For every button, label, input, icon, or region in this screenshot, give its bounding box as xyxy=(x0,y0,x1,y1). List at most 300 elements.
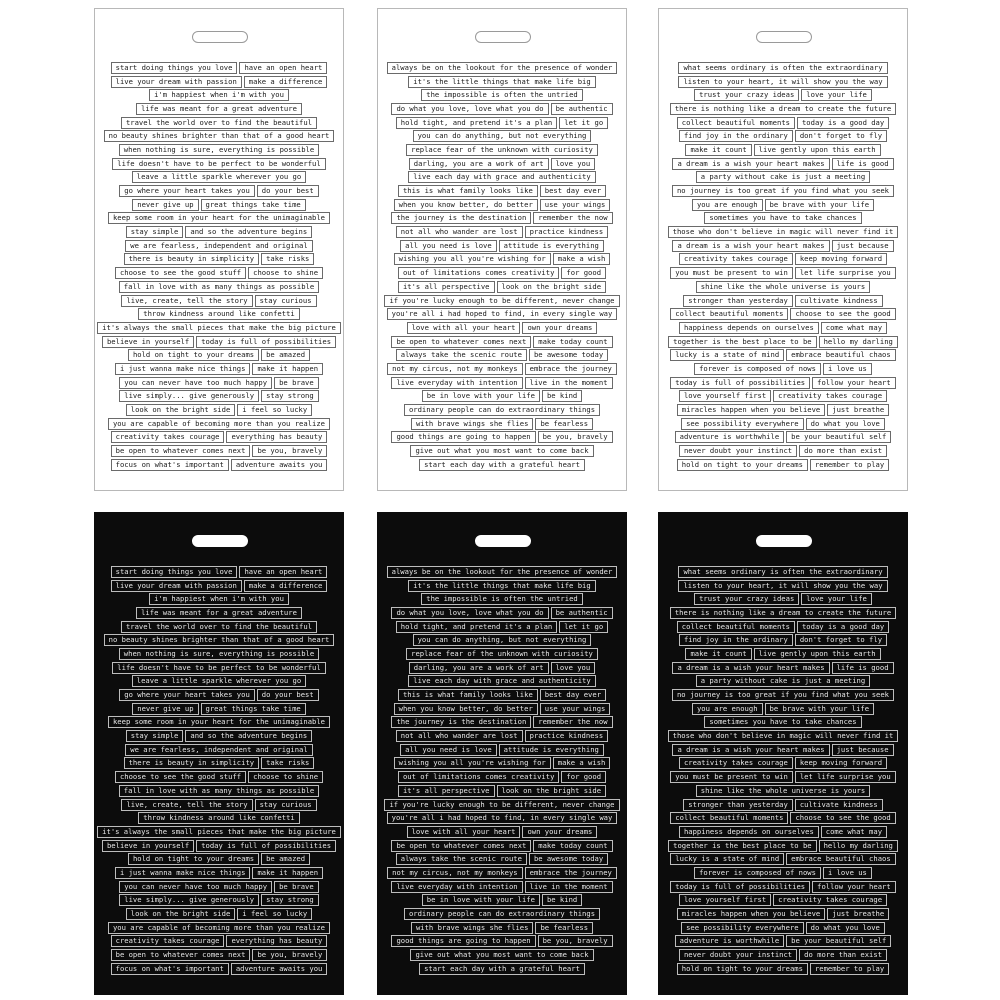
sticker-rows xyxy=(667,61,899,472)
phrase-sticker: be you, bravely xyxy=(538,935,613,947)
phrase-sticker: i love us xyxy=(823,363,872,375)
sticker-row xyxy=(667,811,899,825)
phrase-sticker: do what you love, love what you do xyxy=(391,607,548,619)
sticker-row xyxy=(103,702,335,716)
phrase-sticker: collect beautiful moments xyxy=(677,117,795,129)
sticker-row xyxy=(667,116,899,130)
sticker-row xyxy=(386,294,618,308)
sticker-row xyxy=(386,321,618,335)
phrase-sticker: see possibility everywhere xyxy=(681,922,804,934)
sticker-row xyxy=(667,798,899,812)
phrase-sticker: do what you love xyxy=(806,418,885,430)
phrase-sticker: let life surprise you xyxy=(795,771,896,783)
phrase-sticker: a dream is a wish your heart makes xyxy=(672,662,829,674)
phrase-sticker: don't forget to fly xyxy=(795,634,887,646)
sticker-row xyxy=(667,280,899,294)
phrase-sticker: choose to see the good xyxy=(790,308,895,320)
phrase-sticker: just because xyxy=(832,240,894,252)
sticker-row xyxy=(386,212,618,226)
phrase-sticker: with brave wings she flies xyxy=(411,922,534,934)
phrase-sticker: for good xyxy=(561,771,606,783)
sticker-row xyxy=(103,661,335,675)
sticker-row xyxy=(667,157,899,171)
phrase-sticker: love you xyxy=(551,662,596,674)
sticker-row xyxy=(103,390,335,404)
phrase-sticker: live, create, tell the story xyxy=(121,295,252,307)
sticker-row xyxy=(386,702,618,716)
phrase-sticker: live gently upon this earth xyxy=(754,144,881,156)
sticker-row xyxy=(667,770,899,784)
sticker-row xyxy=(103,61,335,75)
phrase-sticker: do your best xyxy=(257,689,319,701)
sticker-row xyxy=(103,321,335,335)
phrase-sticker: the journey is the destination xyxy=(391,212,531,224)
sticker-row xyxy=(667,825,899,839)
sticker-row xyxy=(386,948,618,962)
sticker-rows xyxy=(667,565,899,976)
sticker-row xyxy=(386,606,618,620)
sticker-row xyxy=(667,376,899,390)
phrase-sticker: listen to your heart, it will show you the way xyxy=(678,76,887,88)
phrase-sticker: own your dreams xyxy=(522,826,597,838)
sticker-row xyxy=(667,212,899,226)
sticker-row xyxy=(667,239,899,253)
phrase-sticker: stay curious xyxy=(255,295,317,307)
phrase-sticker: it's all perspective xyxy=(398,785,495,797)
phrase-sticker: hold tight, and pretend it's a plan xyxy=(396,117,557,129)
sticker-row xyxy=(103,784,335,798)
phrase-sticker: let it go xyxy=(559,621,608,633)
sticker-row xyxy=(386,729,618,743)
phrase-sticker: today is a good day xyxy=(797,621,889,633)
phrase-sticker: focus on what's important xyxy=(111,459,229,471)
sticker-row xyxy=(667,688,899,702)
phrase-sticker: wishing you all you're wishing for xyxy=(394,253,551,265)
phrase-sticker: see possibility everywhere xyxy=(681,418,804,430)
phrase-sticker: be amazed xyxy=(261,349,310,361)
sticker-row xyxy=(667,335,899,349)
phrase-sticker: i'm happiest when i'm with you xyxy=(149,593,289,605)
sticker-sheet-dark-2 xyxy=(377,512,627,995)
sticker-row xyxy=(386,894,618,908)
phrase-sticker: stay curious xyxy=(255,799,317,811)
sticker-row xyxy=(667,948,899,962)
sticker-row xyxy=(386,102,618,116)
sticker-row xyxy=(103,592,335,606)
sticker-row xyxy=(386,579,618,593)
phrase-sticker: you must be present to win xyxy=(670,267,793,279)
phrase-sticker: choose to shine xyxy=(248,267,323,279)
phrase-sticker: embrace beautiful chaos xyxy=(786,349,896,361)
phrase-sticker: there is nothing like a dream to create the future xyxy=(670,103,896,115)
sticker-row xyxy=(667,633,899,647)
phrase-sticker: everything has beauty xyxy=(226,431,327,443)
phrase-sticker: it's always the small pieces that make the big picture xyxy=(97,826,341,838)
phrase-sticker: use your wings xyxy=(540,199,611,211)
sticker-row xyxy=(103,880,335,894)
phrase-sticker: love your life xyxy=(801,593,872,605)
phrase-sticker: all you need is love xyxy=(400,744,497,756)
sticker-row xyxy=(386,921,618,935)
phrase-sticker: be kind xyxy=(542,894,582,906)
phrase-sticker: you are capable of becoming more than you realize xyxy=(108,922,330,934)
phrase-sticker: stay simple xyxy=(126,730,184,742)
sticker-row xyxy=(386,143,618,157)
sticker-row xyxy=(103,716,335,730)
phrase-sticker: i feel so lucky xyxy=(237,404,312,416)
sticker-row xyxy=(103,839,335,853)
sticker-row xyxy=(103,458,335,472)
phrase-sticker: best day ever xyxy=(540,689,606,701)
phrase-sticker: no beauty shines brighter than that of a good heart xyxy=(104,634,335,646)
phrase-sticker: no journey is too great if you find what you seek xyxy=(672,185,894,197)
sticker-row xyxy=(103,225,335,239)
sticker-row xyxy=(667,225,899,239)
phrase-sticker: forever is composed of nows xyxy=(694,867,821,879)
phrase-sticker: embrace beautiful chaos xyxy=(786,853,896,865)
phrase-sticker: stronger than yesterday xyxy=(683,799,793,811)
phrase-sticker: live each day with grace and authenticity xyxy=(408,675,595,687)
phrase-sticker: life is good xyxy=(832,158,894,170)
sticker-row xyxy=(667,606,899,620)
phrase-sticker: you must be present to win xyxy=(670,771,793,783)
phrase-sticker: let it go xyxy=(559,117,608,129)
phrase-sticker: replace fear of the unknown with curiosity xyxy=(406,144,598,156)
phrase-sticker: be kind xyxy=(542,390,582,402)
phrase-sticker: go where your heart takes you xyxy=(119,689,255,701)
phrase-sticker: do what you love xyxy=(806,922,885,934)
sticker-row xyxy=(667,866,899,880)
phrase-sticker: find joy in the ordinary xyxy=(679,130,793,142)
sticker-row xyxy=(386,225,618,239)
phrase-sticker: i love us xyxy=(823,867,872,879)
sticker-row xyxy=(103,921,335,935)
phrase-sticker: start doing things you love xyxy=(111,566,238,578)
phrase-sticker: life is good xyxy=(832,662,894,674)
sticker-row xyxy=(667,444,899,458)
phrase-sticker: be open to whatever comes next xyxy=(391,336,531,348)
phrase-sticker: remember the now xyxy=(533,716,612,728)
phrase-sticker: what seems ordinary is often the extraordinary xyxy=(678,566,887,578)
sticker-row xyxy=(386,675,618,689)
phrase-sticker: when nothing is sure, everything is possible xyxy=(119,648,319,660)
phrase-sticker: not my circus, not my monkeys xyxy=(387,867,523,879)
hang-hole xyxy=(475,31,531,43)
phrase-sticker: be brave xyxy=(274,881,319,893)
phrase-sticker: be you, bravely xyxy=(538,431,613,443)
phrase-sticker: the impossible is often the untried xyxy=(421,593,582,605)
phrase-sticker: hold on tight to your dreams xyxy=(677,459,808,471)
phrase-sticker: trust your crazy ideas xyxy=(694,89,799,101)
sticker-row xyxy=(667,675,899,689)
phrase-sticker: together is the best place to be xyxy=(668,336,816,348)
sticker-row xyxy=(667,661,899,675)
phrase-sticker: be your beautiful self xyxy=(786,431,891,443)
sticker-row xyxy=(103,129,335,143)
phrase-sticker: you are capable of becoming more than you realize xyxy=(108,418,330,430)
phrase-sticker: a dream is a wish your heart makes xyxy=(672,744,829,756)
sticker-row xyxy=(103,894,335,908)
sticker-row xyxy=(667,266,899,280)
phrase-sticker: you're all i had hoped to find, in every single way xyxy=(387,812,618,824)
sticker-row xyxy=(667,852,899,866)
phrase-sticker: come what may xyxy=(821,826,887,838)
sticker-row xyxy=(386,431,618,445)
phrase-sticker: just because xyxy=(832,744,894,756)
phrase-sticker: live, create, tell the story xyxy=(121,799,252,811)
phrase-sticker: when you know better, do better xyxy=(394,703,538,715)
sticker-row xyxy=(386,880,618,894)
phrase-sticker: find joy in the ordinary xyxy=(679,634,793,646)
phrase-sticker: trust your crazy ideas xyxy=(694,593,799,605)
phrase-sticker: live in the moment xyxy=(525,377,613,389)
phrase-sticker: ordinary people can do extraordinary things xyxy=(404,908,600,920)
phrase-sticker: throw kindness around like confetti xyxy=(138,812,299,824)
phrase-sticker: do more than exist xyxy=(799,949,887,961)
phrase-sticker: when you know better, do better xyxy=(394,199,538,211)
sticker-row xyxy=(667,61,899,75)
sticker-row xyxy=(103,253,335,267)
sticker-sheet-dark-3 xyxy=(658,512,908,995)
phrase-sticker: a party without cake is just a meeting xyxy=(696,171,870,183)
phrase-sticker: together is the best place to be xyxy=(668,840,816,852)
phrase-sticker: stronger than yesterday xyxy=(683,295,793,307)
sticker-row xyxy=(667,171,899,185)
sticker-row xyxy=(667,880,899,894)
phrase-sticker: a dream is a wish your heart makes xyxy=(672,158,829,170)
phrase-sticker: today is a good day xyxy=(797,117,889,129)
phrase-sticker: listen to your heart, it will show you the way xyxy=(678,580,887,592)
phrase-sticker: not all who wander are lost xyxy=(396,226,523,238)
phrase-sticker: a dream is a wish your heart makes xyxy=(672,240,829,252)
phrase-sticker: stay simple xyxy=(126,226,184,238)
phrase-sticker: embrace the journey xyxy=(525,867,617,879)
phrase-sticker: creativity takes courage xyxy=(679,757,793,769)
phrase-sticker: today is full of possibilities xyxy=(670,881,810,893)
sticker-row xyxy=(667,839,899,853)
phrase-sticker: collect beautiful moments xyxy=(670,812,788,824)
sticker-row xyxy=(103,348,335,362)
phrase-sticker: give out what you most want to come back xyxy=(410,445,593,457)
sticker-row xyxy=(386,688,618,702)
sticker-row xyxy=(386,403,618,417)
phrase-sticker: collect beautiful moments xyxy=(670,308,788,320)
sticker-row xyxy=(667,198,899,212)
phrase-sticker: make today count xyxy=(533,840,612,852)
sticker-row xyxy=(386,811,618,825)
phrase-sticker: today is full of possibilities xyxy=(670,377,810,389)
phrase-sticker: be in love with your life xyxy=(422,894,540,906)
phrase-sticker: hello my darling xyxy=(819,336,898,348)
phrase-sticker: it's always the small pieces that make the big picture xyxy=(97,322,341,334)
phrase-sticker: make a difference xyxy=(244,76,328,88)
sticker-rows xyxy=(103,61,335,472)
sticker-row xyxy=(386,661,618,675)
phrase-sticker: be fearless xyxy=(535,922,593,934)
phrase-sticker: don't forget to fly xyxy=(795,130,887,142)
sticker-row xyxy=(386,743,618,757)
phrase-sticker: great things take time xyxy=(201,199,306,211)
phrase-sticker: practice kindness xyxy=(525,226,609,238)
phrase-sticker: i just wanna make nice things xyxy=(115,867,251,879)
phrase-sticker: life was meant for a great adventure xyxy=(136,103,302,115)
phrase-sticker: everything has beauty xyxy=(226,935,327,947)
phrase-sticker: love your life xyxy=(801,89,872,101)
sticker-row xyxy=(386,266,618,280)
phrase-sticker: love with all your heart xyxy=(407,322,521,334)
sticker-row xyxy=(103,88,335,102)
sticker-row xyxy=(103,362,335,376)
sticker-row xyxy=(667,348,899,362)
phrase-sticker: what seems ordinary is often the extraordinary xyxy=(678,62,887,74)
sticker-row xyxy=(386,839,618,853)
phrase-sticker: sometimes you have to take chances xyxy=(704,212,861,224)
phrase-sticker: make it happen xyxy=(252,363,323,375)
phrase-sticker: be open to whatever comes next xyxy=(391,840,531,852)
sticker-row xyxy=(667,431,899,445)
phrase-sticker: leave a little sparkle wherever you go xyxy=(132,675,306,687)
sticker-row xyxy=(386,239,618,253)
phrase-sticker: all you need is love xyxy=(400,240,497,252)
sticker-rows xyxy=(386,61,618,472)
phrase-sticker: be awesome today xyxy=(529,349,608,361)
phrase-sticker: darling, you are a work of art xyxy=(409,158,549,170)
phrase-sticker: keep some room in your heart for the unimaginable xyxy=(108,716,330,728)
phrase-sticker: look on the bright side xyxy=(497,281,607,293)
phrase-sticker: leave a little sparkle wherever you go xyxy=(132,171,306,183)
phrase-sticker: those who don't believe in magic will never find it xyxy=(668,730,899,742)
phrase-sticker: be amazed xyxy=(261,853,310,865)
phrase-sticker: travel the world over to find the beautiful xyxy=(121,117,317,129)
sticker-row xyxy=(103,675,335,689)
phrase-sticker: this is what family looks like xyxy=(398,689,538,701)
sticker-row xyxy=(386,633,618,647)
phrase-sticker: use your wings xyxy=(540,703,611,715)
sticker-row xyxy=(103,743,335,757)
phrase-sticker: the impossible is often the untried xyxy=(421,89,582,101)
phrase-sticker: ordinary people can do extraordinary things xyxy=(404,404,600,416)
phrase-sticker: adventure awaits you xyxy=(231,459,328,471)
sticker-row xyxy=(103,157,335,171)
phrase-sticker: make a wish xyxy=(553,757,611,769)
phrase-sticker: be in love with your life xyxy=(422,390,540,402)
sticker-row xyxy=(386,592,618,606)
phrase-sticker: be you, bravely xyxy=(252,445,327,457)
phrase-sticker: be open to whatever comes next xyxy=(111,949,251,961)
phrase-sticker: look on the bright side xyxy=(497,785,607,797)
sticker-row xyxy=(386,852,618,866)
phrase-sticker: be fearless xyxy=(535,418,593,430)
phrase-sticker: this is what family looks like xyxy=(398,185,538,197)
phrase-sticker: when nothing is sure, everything is possible xyxy=(119,144,319,156)
phrase-sticker: never give up xyxy=(132,199,198,211)
phrase-sticker: have an open heart xyxy=(239,62,327,74)
sticker-row xyxy=(667,129,899,143)
phrase-sticker: adventure is worthwhile xyxy=(675,935,785,947)
sticker-row xyxy=(667,321,899,335)
phrase-sticker: wishing you all you're wishing for xyxy=(394,757,551,769)
sticker-row xyxy=(103,75,335,89)
phrase-sticker: choose to see the good xyxy=(790,812,895,824)
phrase-sticker: best day ever xyxy=(540,185,606,197)
phrase-sticker: you can do anything, but not everything xyxy=(413,130,592,142)
phrase-sticker: make it count xyxy=(685,648,751,660)
phrase-sticker: we are fearless, independent and original xyxy=(125,240,312,252)
sticker-row xyxy=(667,102,899,116)
hang-hole xyxy=(756,31,812,43)
sticker-row xyxy=(103,403,335,417)
phrase-sticker: adventure is worthwhile xyxy=(675,431,785,443)
sticker-row xyxy=(386,647,618,661)
sticker-row xyxy=(386,198,618,212)
sticker-row xyxy=(667,592,899,606)
sticker-row xyxy=(386,362,618,376)
phrase-sticker: stay strong xyxy=(261,390,319,402)
phrase-sticker: live each day with grace and authenticity xyxy=(408,171,595,183)
sticker-row xyxy=(667,716,899,730)
phrase-sticker: cultivate kindness xyxy=(795,295,883,307)
phrase-sticker: live everyday with intention xyxy=(391,377,522,389)
hang-hole xyxy=(756,535,812,547)
phrase-sticker: remember to play xyxy=(810,963,889,975)
phrase-sticker: do what you love, love what you do xyxy=(391,103,548,115)
sticker-row xyxy=(103,184,335,198)
sticker-row xyxy=(667,729,899,743)
sticker-row xyxy=(103,239,335,253)
phrase-sticker: believe in yourself xyxy=(102,840,194,852)
phrase-sticker: keep some room in your heart for the unimaginable xyxy=(108,212,330,224)
phrase-sticker: and so the adventure begins xyxy=(185,730,312,742)
phrase-sticker: take risks xyxy=(261,757,314,769)
phrase-sticker: keep moving forward xyxy=(795,757,887,769)
phrase-sticker: just breathe xyxy=(827,404,889,416)
sticker-row xyxy=(386,757,618,771)
phrase-sticker: follow your heart xyxy=(812,377,896,389)
phrase-sticker: live your dream with passion xyxy=(111,76,242,88)
sticker-row xyxy=(667,294,899,308)
sticker-row xyxy=(386,784,618,798)
sticker-row xyxy=(386,798,618,812)
sticker-row xyxy=(386,171,618,185)
phrase-sticker: you're all i had hoped to find, in every single way xyxy=(387,308,618,320)
phrase-sticker: live everyday with intention xyxy=(391,881,522,893)
phrase-sticker: darling, you are a work of art xyxy=(409,662,549,674)
sticker-rows xyxy=(386,565,618,976)
sticker-row xyxy=(386,75,618,89)
sticker-row xyxy=(103,212,335,226)
phrase-sticker: live in the moment xyxy=(525,881,613,893)
phrase-sticker: happiness depends on ourselves xyxy=(679,322,819,334)
phrase-sticker: shine like the whole universe is yours xyxy=(696,785,870,797)
phrase-sticker: remember the now xyxy=(533,212,612,224)
phrase-sticker: stay strong xyxy=(261,894,319,906)
sticker-sheet-light-2 xyxy=(377,8,627,491)
sticker-row xyxy=(103,935,335,949)
sticker-row xyxy=(667,253,899,267)
phrase-sticker: practice kindness xyxy=(525,730,609,742)
phrase-sticker: start each day with a grateful heart xyxy=(419,459,585,471)
phrase-sticker: there is nothing like a dream to create the future xyxy=(670,607,896,619)
sticker-row xyxy=(667,143,899,157)
sticker-row xyxy=(103,606,335,620)
sticker-row xyxy=(103,798,335,812)
phrase-sticker: lucky is a state of mind xyxy=(670,349,784,361)
sticker-row xyxy=(386,935,618,949)
phrase-sticker: miracles happen when you believe xyxy=(677,404,825,416)
phrase-sticker: always be on the lookout for the presence of wonder xyxy=(387,62,618,74)
sticker-row xyxy=(667,894,899,908)
phrase-sticker: be authentic xyxy=(551,607,613,619)
